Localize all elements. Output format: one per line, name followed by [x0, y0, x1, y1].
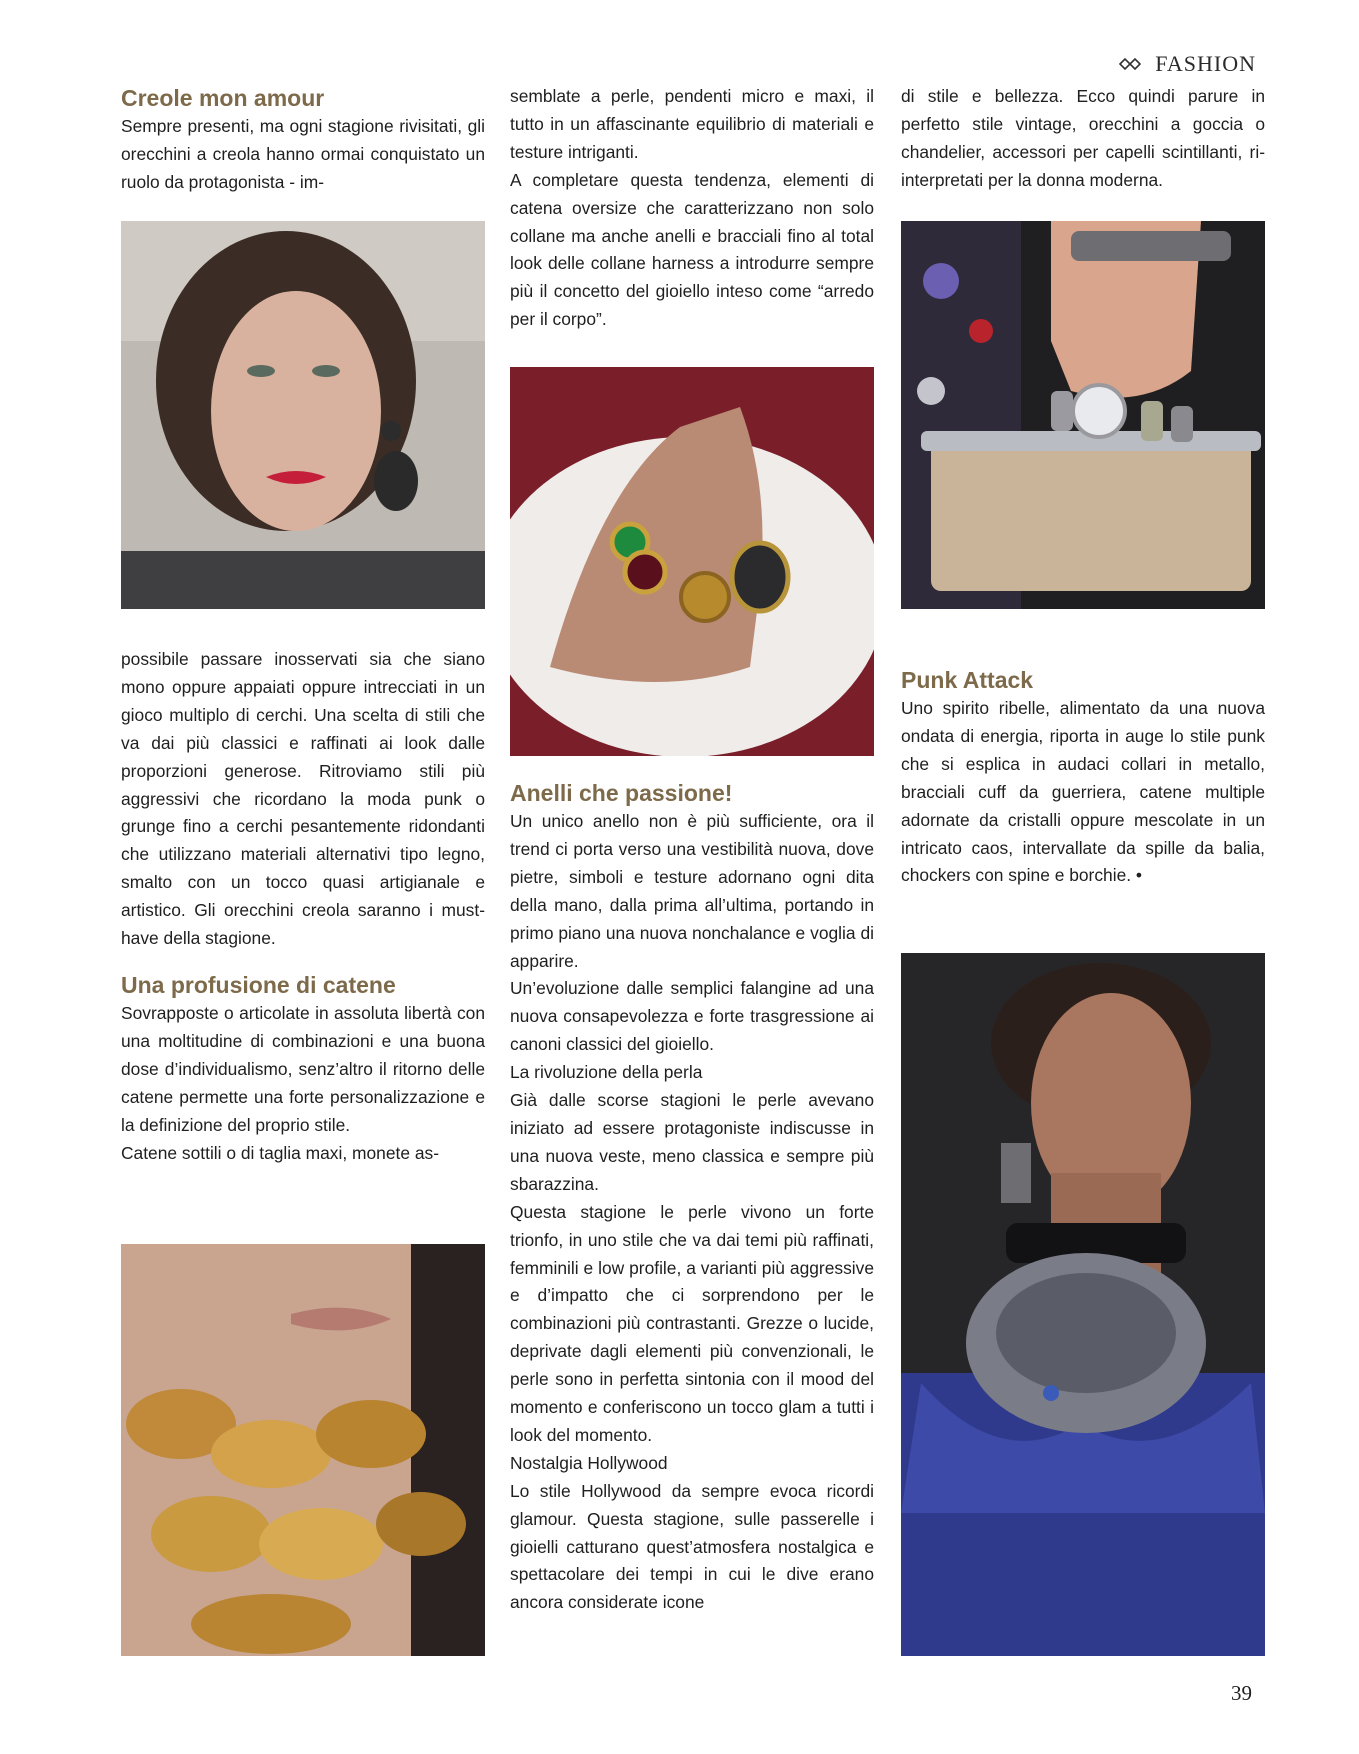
creole-text-before: Sempre presenti, ma ogni stagione rivisitati, gli orecchini a creola hanno ormai conquistato un ruolo da protagonista - im- — [121, 116, 485, 192]
column-3-top — [901, 83, 1265, 195]
perla-paragraph-2: Questa stagione le perle vivono un forte trionfo, in uno stile che va dai temi più raffinati, femminili e low profile, a varianti più aggressive e d’impatto che ci sorprendono per le combinazioni più contrastanti. Grezze o lucide, deprivate dagli elementi più convenzionali, le perle sono in perfetta sintonia con il mood del momento e conferiscono un tocco glam a tutti i look del momento. — [510, 1201, 874, 1445]
anelli-paragraph-1: Un unico anello non è più sufficiente, ora il trend ci porta verso una vestibilità nuova, dove pietre, simboli e testure adornano ogni dita della mano, dalla prima all’ultima, portando in primo piano una nuova nonchalance e voglia di apparire. — [510, 811, 874, 971]
column-2-bottom — [510, 778, 874, 1617]
punk-paragraph: Uno spirito ribelle, alimentato da una nuova ondata di energia, riporta in auge lo stile punk che si esplica in audaci collari in metallo, bracciali cuff da guerriera, catene multiple adornate da cristalli oppure mescolate in un intricato caos, intervallate da spille da balia, chockers con spine e borchie. • — [901, 698, 1265, 886]
section-title: FASHION — [1155, 51, 1256, 76]
catene-paragraph-2: Catene sottili o di taglia maxi, monete as- — [121, 1142, 440, 1163]
hollywood-paragraph: Lo stile Hollywood da sempre evoca ricordi glamour. Questa stagione, sulle passerelle i gioielli catturano quest’atmosfera nostalgica e spettacolare dei tempi in cui le dive erano ancora considerate icone — [510, 1480, 874, 1613]
catene-heading: Una profusione di catene — [121, 971, 396, 998]
punk-heading: Punk Attack — [901, 667, 1034, 693]
catene-paragraph-1: Sovrapposte o articolate in assoluta libertà con una moltitudine di combinazioni e una buona dose d’individualismo, senz’altro il ritorno delle catene permette una forte personalizzazione e la definizione del proprio stile. — [121, 1002, 485, 1135]
perla-paragraph-1: Già dalle scorse stagioni le perle avevano iniziato ad essere protagoniste indiscusse in una nuova veste, meno classica e sempre più sbarazzina. — [510, 1090, 874, 1194]
perla-subhead: La rivoluzione della perla — [510, 1062, 703, 1083]
column-3-middle — [901, 665, 1265, 890]
hand-rings-jeweled-clutch-photo — [901, 221, 1265, 609]
column-2-top — [510, 83, 874, 334]
anelli-paragraph-2: Un’evoluzione dalle semplici falangine ad una nuova consapevolezza e forte trasgressione ai canoni classici del gioiello. — [510, 978, 874, 1055]
anelli-heading: Anelli che passione! — [510, 780, 733, 806]
col2-paragraph-1: semblate a perle, pendenti micro e maxi, il tutto in un affascinante equilibrio di materiali e testure intriganti. — [510, 86, 874, 162]
hollywood-subhead: Nostalgia Hollywood — [510, 1452, 668, 1473]
hand-cocktail-rings-fur-photo — [510, 367, 874, 756]
infinity-ornament-icon — [1119, 58, 1141, 70]
page-number: 39 — [1231, 1681, 1252, 1705]
running-head — [1119, 51, 1256, 77]
gold-chain-choker-photo — [121, 1244, 485, 1656]
column-1-middle — [121, 646, 485, 1167]
model-punk-chains-corset-photo — [901, 953, 1265, 1656]
creole-heading: Creole mon amour — [121, 85, 325, 111]
col2-paragraph-2: A completare questa tendenza, elementi di catena oversize che caratterizzano non solo collane ma anche anelli e bracciali fino al total look delle collane harness a introdurre sempre più il concetto del gioiello inteso come “arredo per il corpo”. — [510, 169, 874, 330]
column-1-top — [121, 83, 485, 197]
model-face-chandelier-earring-photo — [121, 221, 485, 609]
col3-paragraph-1: di stile e bellezza. Ecco quindi parure in perfetto stile vintage, orecchini a goccia o chandelier, accessori per capelli scintillanti, ri-interpretati per la donna moderna. — [901, 86, 1265, 190]
creole-text-after: possibile passare inosservati sia che siano mono oppure appaiati oppure intrecciati in un gioco multiplo di cerchi. Una scelta di stili che va dai più classici e raffinati ai look dalle proporzioni generose. Ritroviamo stili più aggressivi che ricordano la moda punk o grunge fino a cerchi pesantemente ridondanti che utilizzano materiali alternativi tipo legno, smalto con un tocco quasi artigianale e artistico. Gli orecchini creola saranno i must-have della stagione. — [121, 649, 485, 949]
